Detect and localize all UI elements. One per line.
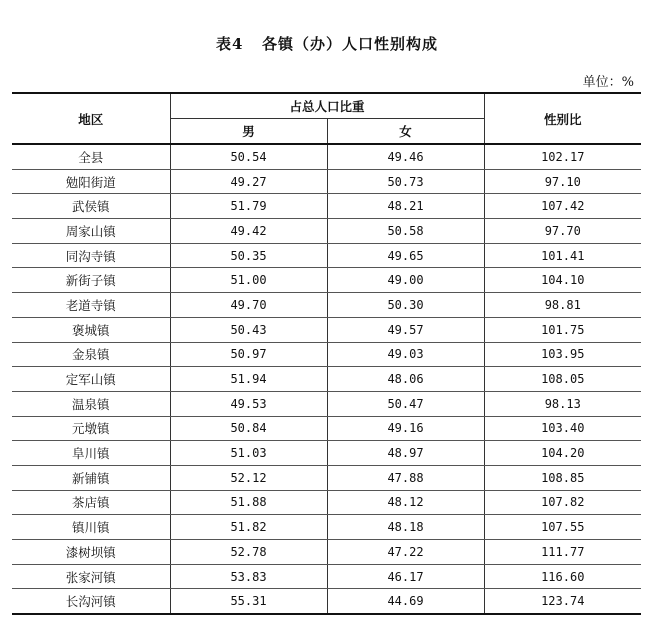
header-sex-ratio: 性别比 (484, 93, 641, 144)
region-cell: 阜川镇 (12, 441, 170, 466)
female-share-cell: 47.22 (327, 540, 484, 565)
header-female: 女 (327, 119, 484, 145)
female-share-cell: 49.03 (327, 342, 484, 367)
male-share-cell: 53.83 (170, 564, 327, 589)
sex-ratio-cell: 97.70 (484, 219, 641, 244)
table-row (12, 219, 641, 244)
male-share-cell: 49.42 (170, 219, 327, 244)
table-row (12, 169, 641, 194)
female-share-cell: 46.17 (327, 564, 484, 589)
female-share-cell: 48.18 (327, 515, 484, 540)
table-row (12, 268, 641, 293)
table-row (12, 465, 641, 490)
male-share-cell: 49.70 (170, 293, 327, 318)
female-share-cell: 50.58 (327, 219, 484, 244)
sex-ratio-cell: 123.74 (484, 589, 641, 614)
region-cell: 全县 (12, 144, 170, 169)
table-row (12, 391, 641, 416)
table-row (12, 317, 641, 342)
male-share-cell: 52.78 (170, 540, 327, 565)
female-share-cell: 50.30 (327, 293, 484, 318)
sex-ratio-cell: 102.17 (484, 144, 641, 169)
sex-ratio-cell: 101.41 (484, 243, 641, 268)
population-sex-table (12, 92, 641, 615)
table-row (12, 243, 641, 268)
male-share-cell: 51.03 (170, 441, 327, 466)
sex-ratio-cell: 103.40 (484, 416, 641, 441)
male-share-cell: 51.00 (170, 268, 327, 293)
region-cell: 定军山镇 (12, 367, 170, 392)
header-share-group: 占总人口比重 (170, 93, 484, 119)
region-cell: 武侯镇 (12, 194, 170, 219)
region-cell: 新铺镇 (12, 465, 170, 490)
table-row (12, 293, 641, 318)
sex-ratio-cell: 101.75 (484, 317, 641, 342)
female-share-cell: 47.88 (327, 465, 484, 490)
male-share-cell: 50.97 (170, 342, 327, 367)
male-share-cell: 50.54 (170, 144, 327, 169)
male-share-cell: 50.84 (170, 416, 327, 441)
region-cell: 镇川镇 (12, 515, 170, 540)
table-row (12, 589, 641, 614)
male-share-cell: 51.82 (170, 515, 327, 540)
table-row (12, 540, 641, 565)
region-cell: 金泉镇 (12, 342, 170, 367)
female-share-cell: 49.65 (327, 243, 484, 268)
sex-ratio-cell: 98.81 (484, 293, 641, 318)
region-cell: 温泉镇 (12, 391, 170, 416)
female-share-cell: 50.73 (327, 169, 484, 194)
female-share-cell: 49.16 (327, 416, 484, 441)
region-cell: 同沟寺镇 (12, 243, 170, 268)
male-share-cell: 55.31 (170, 589, 327, 614)
sex-ratio-cell: 116.60 (484, 564, 641, 589)
female-share-cell: 48.97 (327, 441, 484, 466)
male-share-cell: 51.88 (170, 490, 327, 515)
male-share-cell: 49.53 (170, 391, 327, 416)
sex-ratio-cell: 108.05 (484, 367, 641, 392)
female-share-cell: 48.06 (327, 367, 484, 392)
sex-ratio-cell: 97.10 (484, 169, 641, 194)
header-male: 男 (170, 119, 327, 145)
region-cell: 茶店镇 (12, 490, 170, 515)
table-row (12, 515, 641, 540)
sex-ratio-cell: 107.55 (484, 515, 641, 540)
table-row (12, 564, 641, 589)
unit-label: 单位：% (582, 75, 634, 90)
region-cell: 新街子镇 (12, 268, 170, 293)
region-cell: 褒城镇 (12, 317, 170, 342)
region-cell: 老道寺镇 (12, 293, 170, 318)
female-share-cell: 49.46 (327, 144, 484, 169)
table-row (12, 416, 641, 441)
region-cell: 周家山镇 (12, 219, 170, 244)
table-body (12, 144, 641, 614)
sex-ratio-cell: 107.82 (484, 490, 641, 515)
female-share-cell: 49.57 (327, 317, 484, 342)
female-share-cell: 49.00 (327, 268, 484, 293)
table-row (12, 342, 641, 367)
table-title: 表4 各镇（办）人口性别构成 (215, 35, 439, 53)
male-share-cell: 51.79 (170, 194, 327, 219)
sex-ratio-cell: 107.42 (484, 194, 641, 219)
region-cell: 长沟河镇 (12, 589, 170, 614)
table-row (12, 490, 641, 515)
female-share-cell: 44.69 (327, 589, 484, 614)
header-region: 地区 (12, 93, 170, 144)
female-share-cell: 48.21 (327, 194, 484, 219)
sex-ratio-cell: 103.95 (484, 342, 641, 367)
male-share-cell: 49.27 (170, 169, 327, 194)
sex-ratio-cell: 98.13 (484, 391, 641, 416)
male-share-cell: 50.35 (170, 243, 327, 268)
region-cell: 漆树坝镇 (12, 540, 170, 565)
sex-ratio-cell: 104.10 (484, 268, 641, 293)
sex-ratio-cell: 104.20 (484, 441, 641, 466)
table-row (12, 194, 641, 219)
male-share-cell: 50.43 (170, 317, 327, 342)
sex-ratio-cell: 108.85 (484, 465, 641, 490)
female-share-cell: 48.12 (327, 490, 484, 515)
table-row (12, 441, 641, 466)
male-share-cell: 52.12 (170, 465, 327, 490)
table-row (12, 367, 641, 392)
region-cell: 元墩镇 (12, 416, 170, 441)
female-share-cell: 50.47 (327, 391, 484, 416)
region-cell: 勉阳街道 (12, 169, 170, 194)
region-cell: 张家河镇 (12, 564, 170, 589)
sex-ratio-cell: 111.77 (484, 540, 641, 565)
table-row (12, 144, 641, 169)
male-share-cell: 51.94 (170, 367, 327, 392)
